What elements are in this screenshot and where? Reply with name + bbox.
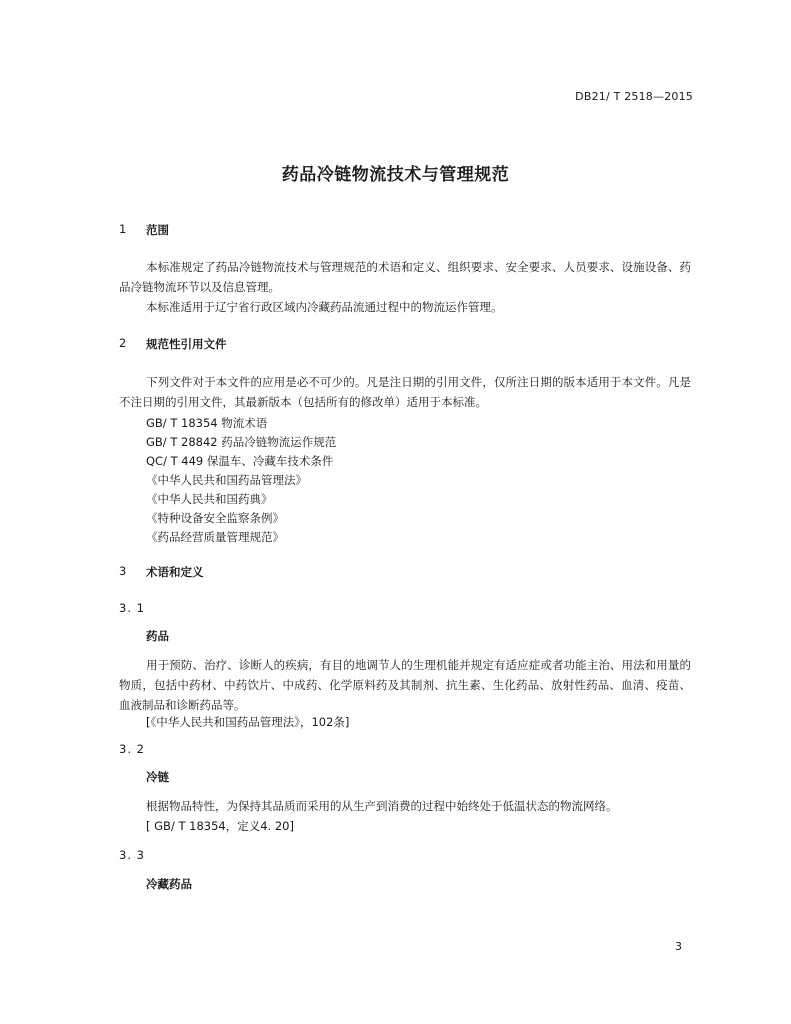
reference-item: 《中华人民共和国药典》	[146, 492, 273, 506]
term-name: 药品	[146, 629, 169, 643]
section-1-paragraph-2: 本标准适用于辽宁省行政区域内冷藏药品流通过程中的物流运作管理。	[146, 300, 503, 314]
term-name: 冷链	[146, 770, 169, 784]
section-1-number: 1	[119, 222, 127, 236]
reference-item: 《特种设备安全监察条例》	[146, 511, 284, 525]
term-source: [《中华人民共和国药品管理法》，102条]	[146, 715, 350, 729]
page-number: 3	[675, 940, 682, 953]
reference-item: GB/ T 18354 物流术语	[146, 416, 268, 430]
term-definition: 根据物品特性，为保持其品质而采用的从生产到消费的过程中始终处于低温状态的物流网络。	[146, 799, 618, 813]
term-source: [ GB/ T 18354，定义4. 20]	[146, 819, 294, 833]
reference-item: 《药品经营质量管理规范》	[146, 530, 284, 544]
reference-item: GB/ T 28842 药品冷链物流运作规范	[146, 435, 337, 449]
term-number: 3. 2	[119, 742, 145, 756]
section-3-title: 术语和定义	[146, 565, 204, 579]
term-name: 冷藏药品	[146, 877, 192, 891]
section-2-title: 规范性引用文件	[146, 337, 227, 351]
section-1-title: 范围	[146, 223, 169, 237]
section-1-paragraph-1: 本标准规定了药品冷链物流技术与管理规范的术语和定义、组织要求、安全要求、人员要求、设施设备、药品冷链物流环节以及信息管理。	[119, 260, 691, 294]
reference-item: 《中华人民共和国药品管理法》	[146, 473, 307, 487]
document-title: 药品冷链物流技术与管理规范	[281, 165, 510, 185]
document-code: DB21/ T 2518—2015	[575, 90, 693, 103]
reference-item: QC/ T 449 保温车、冷藏车技术条件	[146, 454, 334, 468]
section-2-number: 2	[119, 336, 127, 350]
term-number: 3. 3	[119, 848, 145, 862]
section-3-number: 3	[119, 564, 127, 578]
section-2-paragraph: 下列文件对于本文件的应用是必不可少的。凡是注日期的引用文件，仅所注日期的版本适用于本文件。凡是不注日期的引用文件，其最新版本（包括所有的修改单）适用于本标准。	[119, 375, 691, 409]
term-definition: 用于预防、治疗、诊断人的疾病，有目的地调节人的生理机能并规定有适应症或者功能主治、用法和用量的物质，包括中药材、中药饮片、中成药、化学原料药及其制剂、抗生素、生化药品、放射性药品、血清、疫苗、血液制品和诊断药品等。	[119, 658, 691, 712]
term-number: 3. 1	[119, 601, 145, 615]
